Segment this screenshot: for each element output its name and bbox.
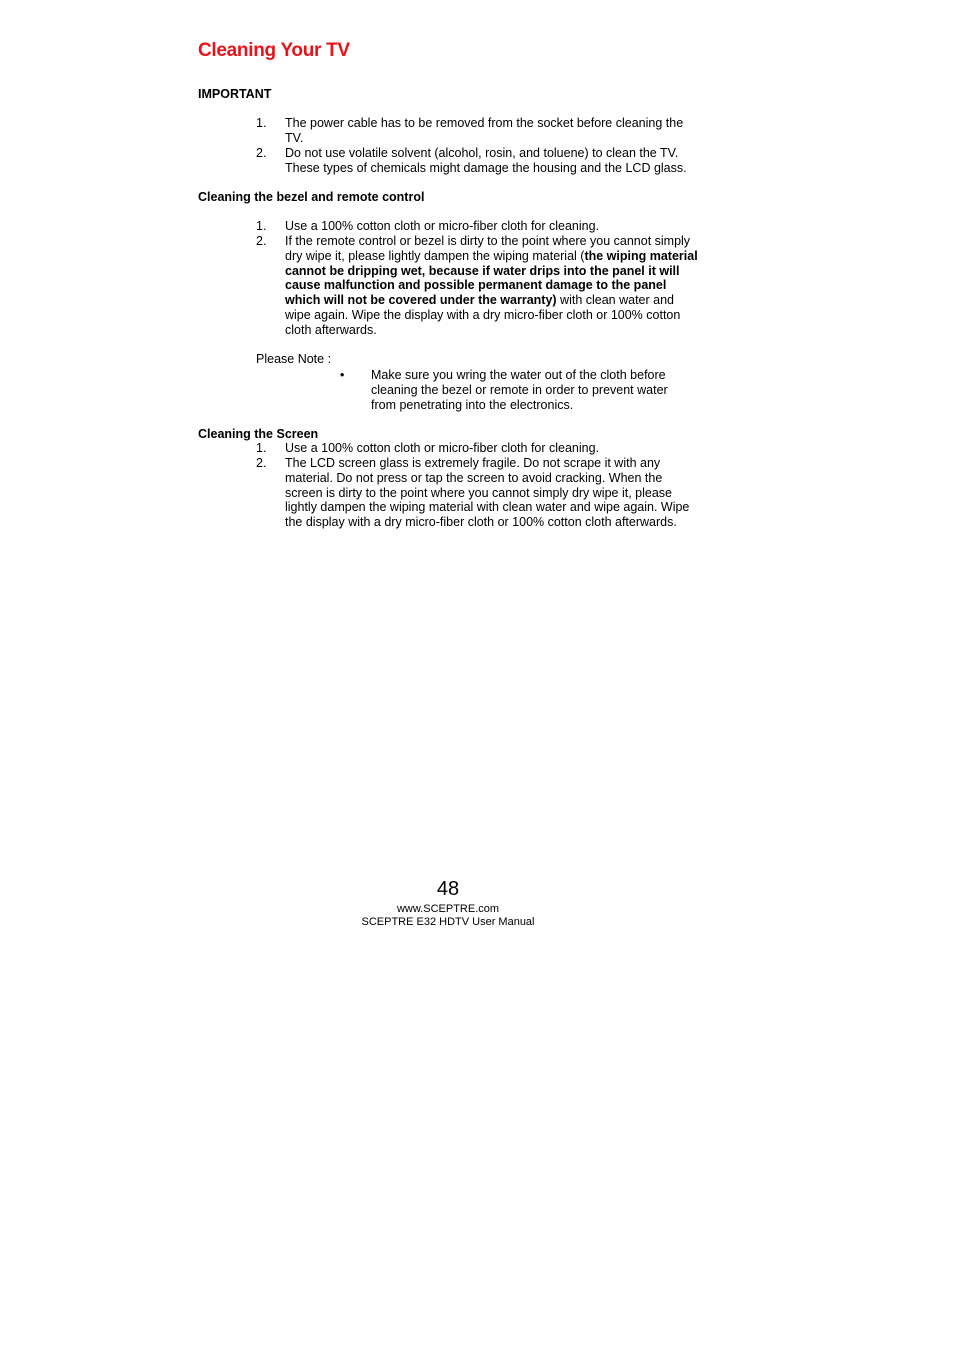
- warranty-warning: the wiping material cannot be dripping wet, because if water drips into the panel it will cause malfunction and possible permanent damage to the panel which will not be covered under the warranty): [285, 248, 698, 308]
- item-number: 1.: [256, 219, 267, 233]
- item-text-before: If the remote control or bezel is dirty to the point where you cannot simply dry wipe it, please lightly dampen the wiping material (: [285, 234, 691, 263]
- page-number: 48: [436, 878, 460, 900]
- item-text: Use a 100% cotton cloth or micro-fiber cloth for cleaning.: [285, 219, 600, 233]
- item-number: 2.: [256, 234, 267, 248]
- important-heading: IMPORTANT: [198, 87, 272, 101]
- item-text: The power cable has to be removed from the socket before cleaning the TV.: [285, 116, 684, 145]
- item-text: The LCD screen glass is extremely fragile. Do not scrape it with any material. Do not press or tap the screen to avoid cracking. When the screen is dirty to the point where you cannot simply dry wipe it, please lightly dampen the wiping material with clean water and wipe again. Wipe the display with a dry micro-fiber cloth or 100% cotton cloth afterwards.: [285, 456, 690, 530]
- item-text: Use a 100% cotton cloth or micro-fiber cloth for cleaning.: [285, 441, 600, 455]
- item-text: Do not use volatile solvent (alcohol, rosin, and toluene) to clean the TV. These types of chemicals might damage the housing and the LCD glass.: [285, 146, 687, 175]
- bullet-icon: •: [340, 368, 345, 382]
- please-note-label: Please Note :: [256, 352, 332, 366]
- item-text-after: with clean water and wipe again. Wipe the display with a dry micro-fiber cloth or 100% cotton cloth afterwards.: [285, 293, 681, 337]
- page-title: Cleaning Your TV: [198, 40, 350, 61]
- screen-heading: Cleaning the Screen: [198, 427, 319, 441]
- item-text: [285, 234, 701, 338]
- item-number: 2.: [256, 146, 267, 160]
- item-number: 1.: [256, 116, 267, 130]
- footer-manual-title: SCEPTRE E32 HDTV User Manual: [361, 916, 535, 928]
- note-text: Make sure you wring the water out of the cloth before cleaning the bezel or remote in order to prevent water from penetrating into the electronics.: [371, 368, 668, 412]
- item-number: 2.: [256, 456, 267, 470]
- footer-website: www.SCEPTRE.com: [396, 903, 500, 915]
- item-number: 1.: [256, 441, 267, 455]
- bezel-heading: Cleaning the bezel and remote control: [198, 190, 425, 204]
